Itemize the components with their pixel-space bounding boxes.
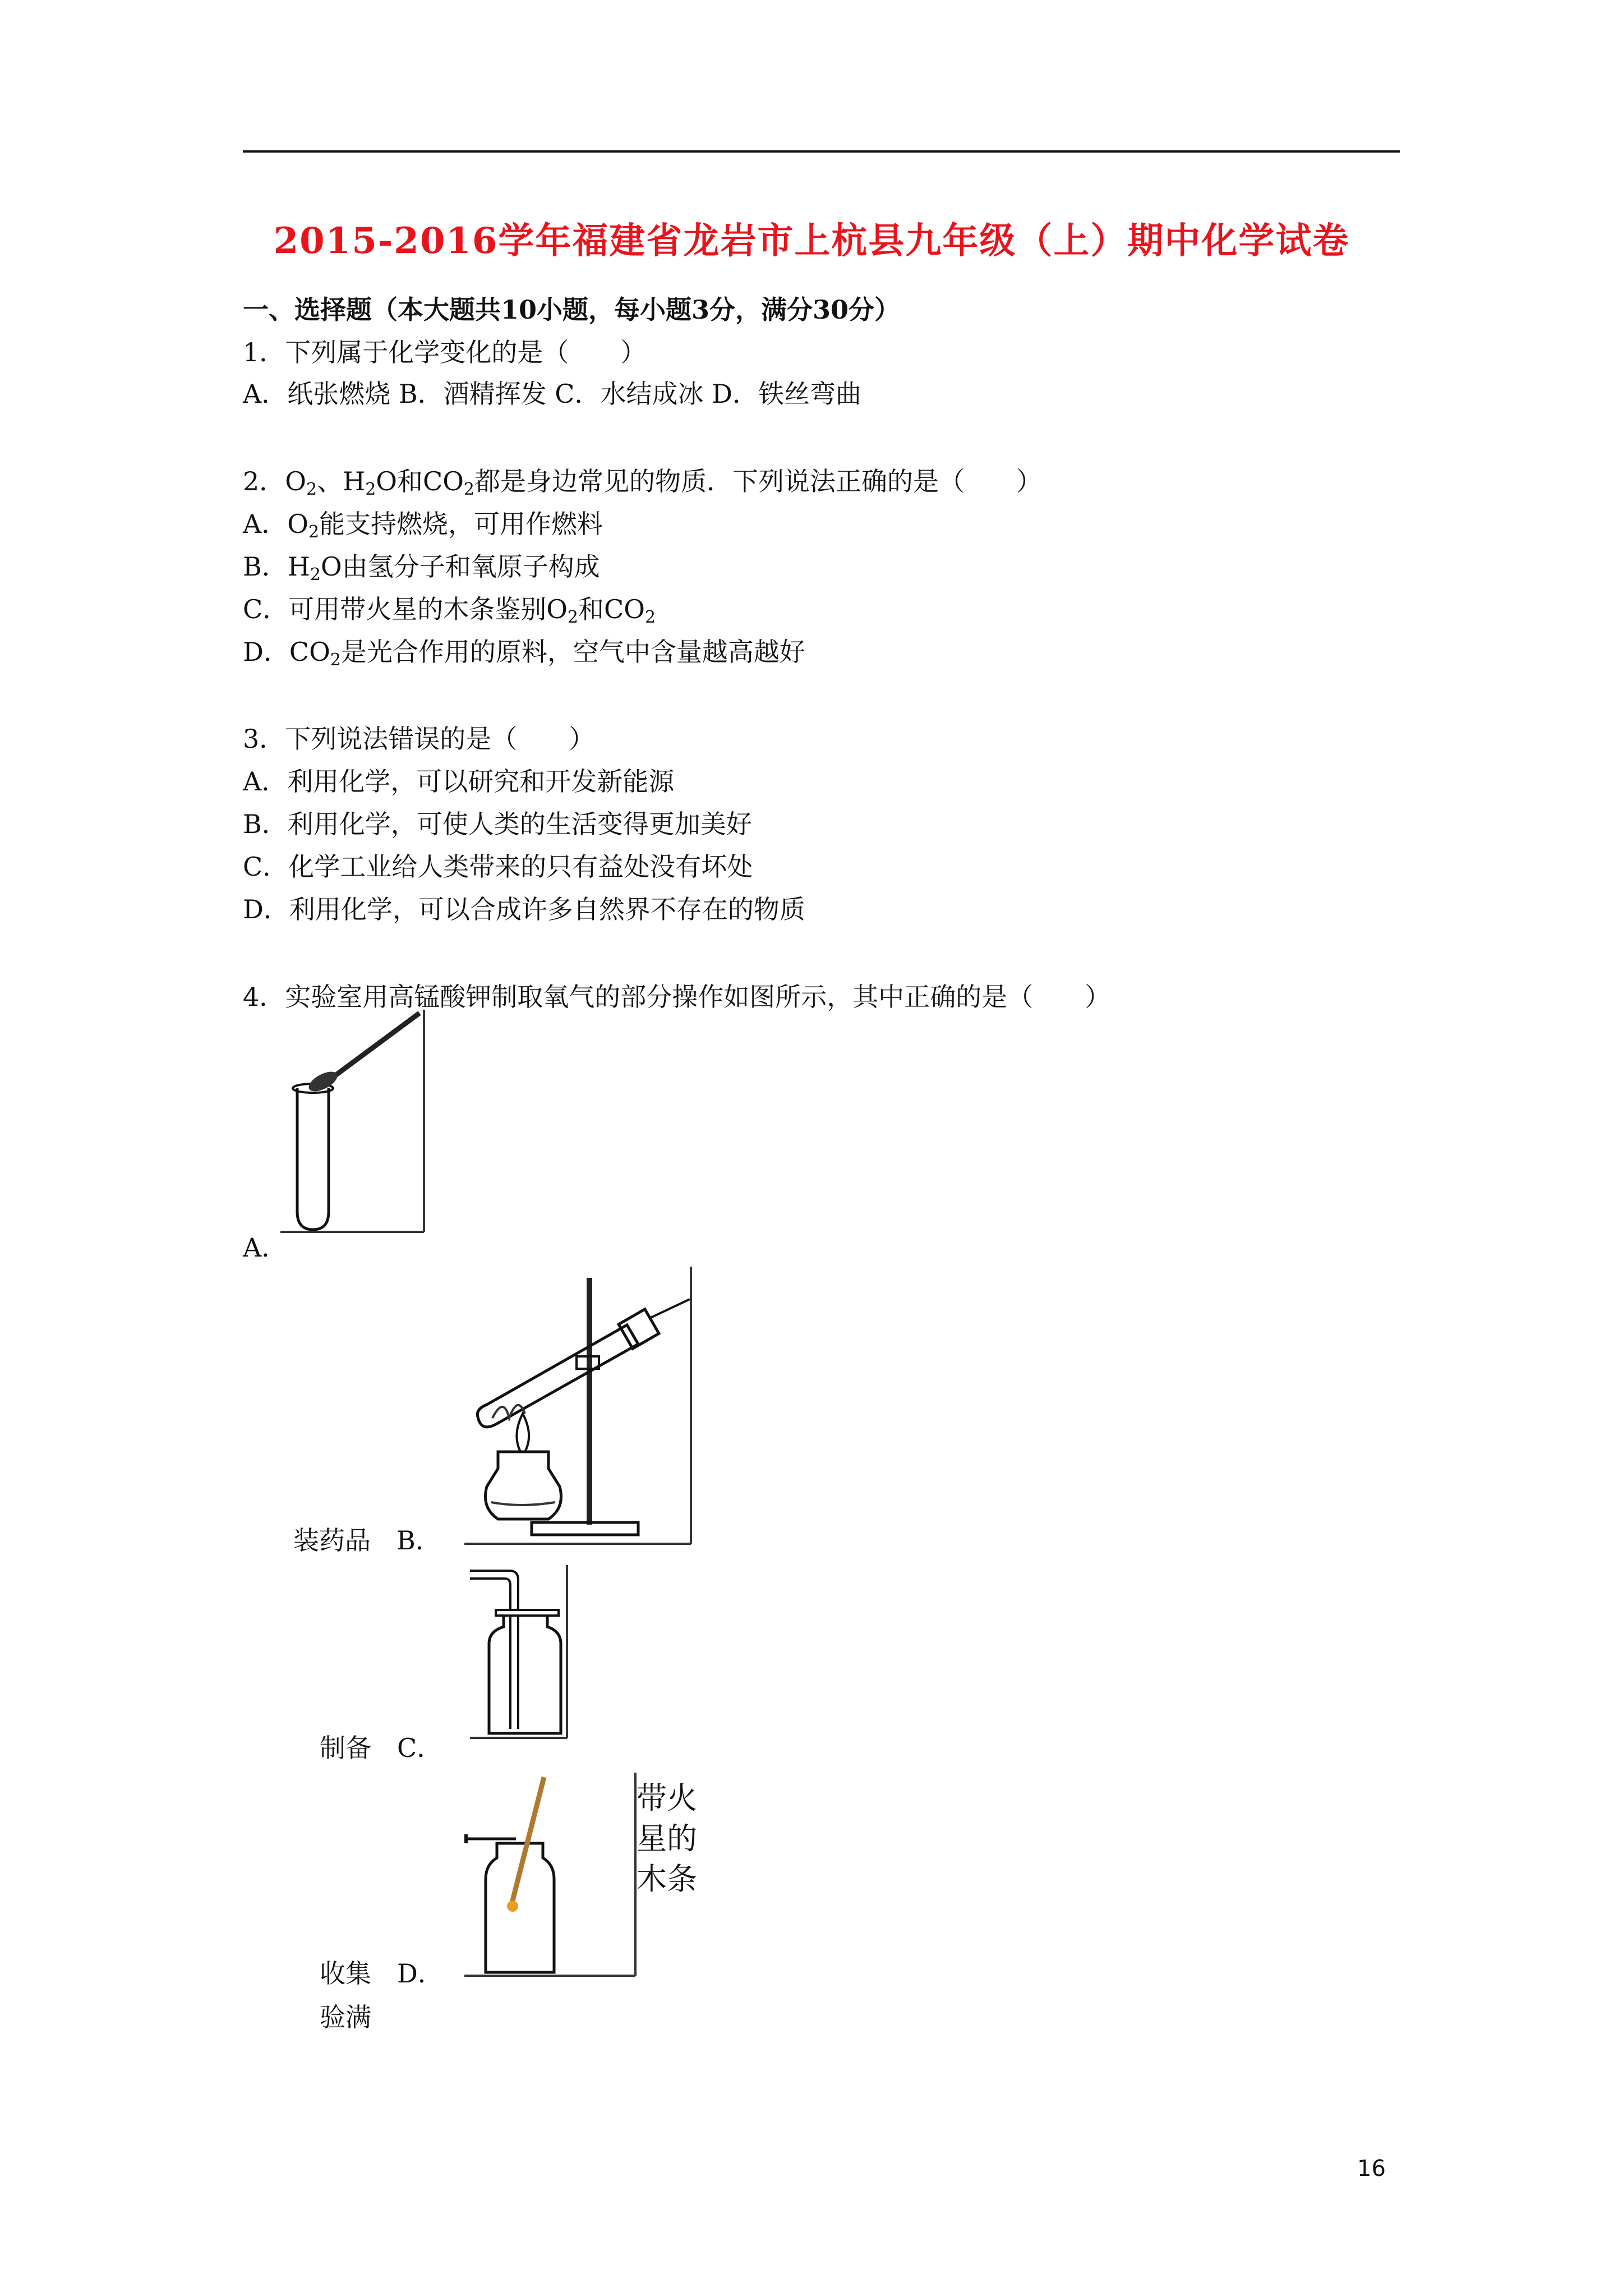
figure-c-caption-prefix: 制备 C． [320, 1733, 443, 1763]
figure-c-collection-bottle [464, 1565, 571, 1750]
q2-option-d: D．$CO_2$是光合作用的原料，空气中含量越高越好 [243, 637, 805, 670]
q2-option-c: C．可用带火星的木条鉴别$O_2$和$CO_2$ [243, 594, 656, 627]
figure-d-splint-label: 带火 星的 木条 [637, 1780, 697, 1897]
figure-d-caption-prefix: 收集 D． [320, 1958, 444, 1989]
q3-option-b: B．利用化学，可使人类的生活变得更加美好 [243, 809, 752, 839]
q2-option-a: A．$O_2$能支持燃烧，可用作燃料 [243, 509, 603, 542]
figure-d-oxygen-test [464, 1773, 644, 1986]
header-rule [243, 150, 1400, 153]
q3-option-c: C．化学工业给人类带来的只有益处没有坏处 [243, 852, 753, 882]
q4-stem: 4．实验室用高锰酸钾制取氧气的部分操作如图所示，其中正确的是（ ） [243, 982, 1111, 1012]
q3-stem: 3．下列说法错误的是（ ） [243, 724, 595, 754]
figure-b-caption-prefix: 装药品 B． [293, 1525, 441, 1556]
q3-option-d: D．利用化学，可以合成许多自然界不存在的物质 [243, 894, 805, 924]
figure-b-preparation-apparatus [464, 1267, 694, 1547]
section-heading: 一、选择题（本大题共10小题，每小题3分，满分30分） [243, 295, 901, 325]
exam-title: 2015-2016学年福建省龙岩市上杭县九年级（上）期中化学试卷 [273, 220, 1350, 262]
figure-a-label: A． [243, 1232, 288, 1263]
q2-stem: 2．$O_2$、$H_2O$和$CO_2$都是身边常见的物质．下列说法正确的是（ ） [243, 466, 1043, 499]
q3-option-a: A．利用化学，可以研究和开发新能源 [243, 766, 675, 797]
figure-d-caption-line2: 验满 [320, 2002, 371, 2032]
page-number: 16 [1357, 2156, 1386, 2182]
q1-options: A．纸张燃烧 B．酒精挥发 C．水结成冰 D．铁丝弯曲 [243, 379, 861, 409]
q1-stem: 1．下列属于化学变化的是（ ） [243, 337, 647, 367]
q2-option-b: B．$H_2O$由氢分子和氧原子构成 [243, 551, 600, 585]
figure-a-adding-reagent [280, 1010, 432, 1234]
